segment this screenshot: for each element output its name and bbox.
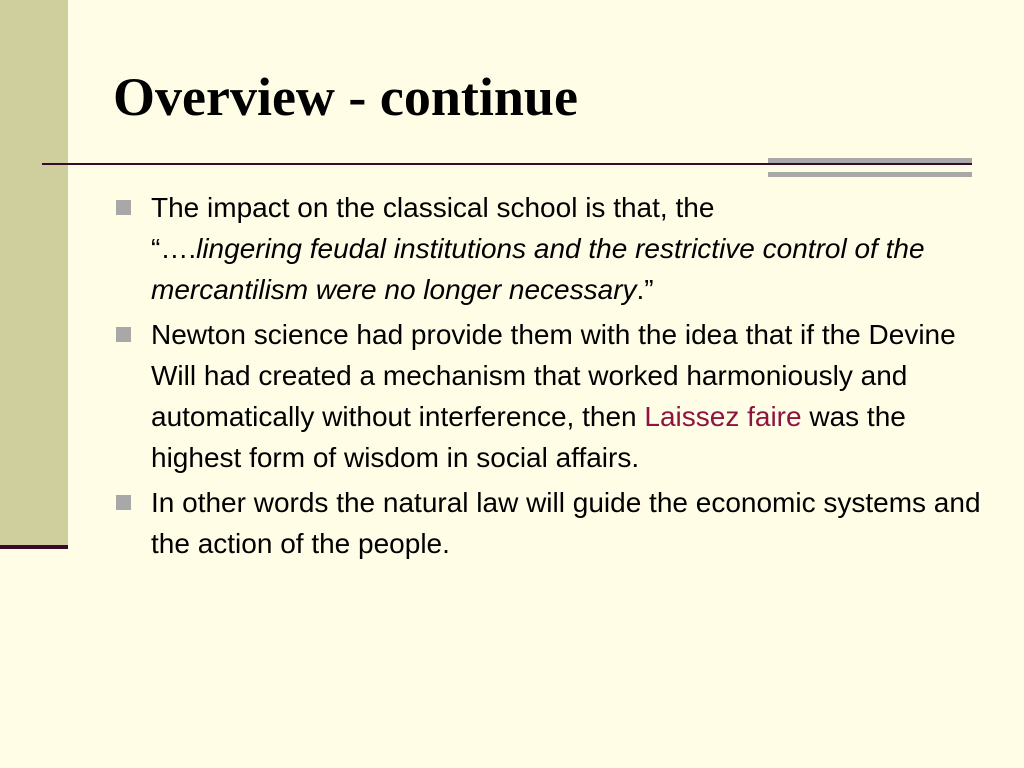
- square-bullet-icon: [116, 495, 131, 510]
- bullet-text: The impact on the classical school is that, the: [151, 192, 715, 223]
- square-bullet-icon: [116, 327, 131, 342]
- decorative-side-rule: [0, 545, 68, 549]
- decorative-side-band: [0, 0, 68, 545]
- bullet-text: In other words the natural law will guide the economic systems and the action of the people.: [151, 487, 981, 559]
- quote-italic-text: lingering feudal institutions and the restrictive control of the mercantilism were no longer necessary: [151, 233, 925, 305]
- accent-bar-top: [768, 158, 972, 163]
- slide-title: Overview - continue: [113, 67, 578, 127]
- highlight-laissez-faire: Laissez faire: [644, 401, 802, 432]
- title-divider: [42, 163, 972, 165]
- accent-bar-bottom: [768, 172, 972, 177]
- bullet-text: Newton science had provide them with the idea that if the Devine Will had created a mechanism that worked harmoniously and automatically without interference, then: [151, 319, 956, 432]
- quote-open: “….: [151, 233, 197, 264]
- bullet-item-newton: [113, 314, 993, 478]
- bullet-item-impact: [113, 187, 993, 310]
- quote-close: .”: [636, 274, 654, 305]
- bullet-text: was the highest form of wisdom in social affairs.: [151, 401, 906, 473]
- square-bullet-icon: [116, 200, 131, 215]
- bullet-list: [113, 187, 993, 564]
- bullet-item-natural-law: [113, 482, 993, 564]
